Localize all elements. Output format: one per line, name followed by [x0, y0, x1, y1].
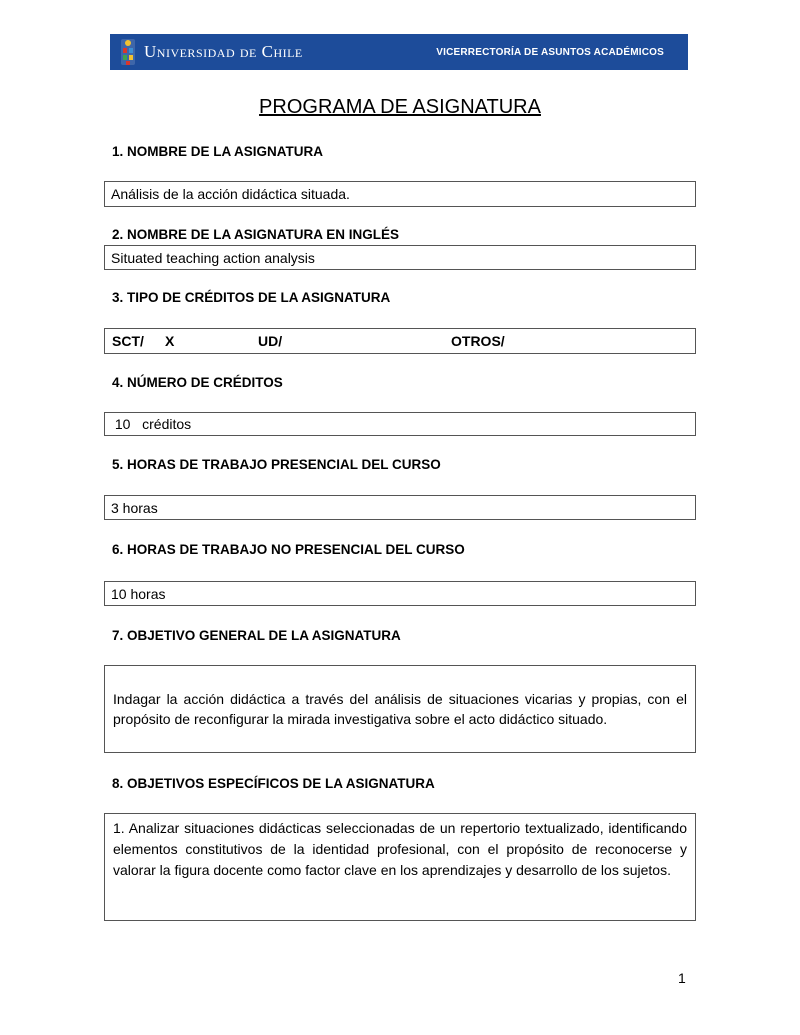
section-7-box [104, 665, 696, 753]
section-4-heading: 4. NÚMERO DE CRÉDITOS [112, 375, 283, 390]
section-5-box [104, 495, 696, 520]
section-2-heading: 2. NOMBRE DE LA ASIGNATURA EN INGLÉS [112, 227, 400, 242]
header-banner [110, 34, 688, 70]
ud-label: UD/ [258, 333, 283, 349]
in-person-hours: 3 horas [111, 499, 158, 516]
section-4-box [104, 412, 696, 436]
specific-objective-text: 1. Analizar situaciones didácticas seleccionadas de un repertorio textualizado, identificando elementos constitutivos de la identidad profesional, con el propósito de reconocerse y valorar la figura docente como factor clave en los aprendizajes y desarrollo de los sujetos. [113, 820, 687, 878]
office-name: VICERRECTORÍA DE ASUNTOS ACADÉMICOS [436, 46, 664, 58]
university-name: Universidad de Chile [144, 42, 303, 61]
section-1-box [104, 181, 696, 207]
section-3-heading: 3. TIPO DE CRÉDITOS DE LA ASIGNATURA [112, 290, 391, 305]
section-6-heading: 6. HORAS DE TRABAJO NO PRESENCIAL DEL CURSO [112, 542, 465, 557]
sct-label: SCT/ [112, 333, 144, 349]
section-8-box [104, 813, 696, 921]
section-5-heading: 5. HORAS DE TRABAJO PRESENCIAL DEL CURSO [112, 457, 441, 472]
sct-mark: X [165, 333, 175, 349]
otros-label: OTROS/ [451, 333, 505, 349]
credit-count: 10 créditos [111, 416, 192, 432]
remote-hours: 10 horas [111, 585, 166, 602]
section-2-box [104, 245, 696, 270]
course-name: Análisis de la acción didáctica situada. [111, 186, 350, 202]
crest-icon [118, 37, 138, 67]
page-title: PROGRAMA DE ASIGNATURA [259, 96, 541, 118]
course-name-english: Situated teaching action analysis [111, 249, 315, 266]
section-1-heading: 1. NOMBRE DE LA ASIGNATURA [112, 144, 324, 159]
section-7-heading: 7. OBJETIVO GENERAL DE LA ASIGNATURA [112, 628, 401, 643]
university-logo [118, 37, 303, 67]
credit-type-row [105, 329, 695, 353]
page-number: 1 [678, 970, 686, 986]
section-3-box [104, 328, 696, 354]
section-8-heading: 8. OBJETIVOS ESPECÍFICOS DE LA ASIGNATURA [112, 776, 435, 791]
section-6-box [104, 581, 696, 606]
general-objective-text: Indagar la acción didáctica a través del análisis de situaciones vicarias y propias, con el propósito de reconfigurar la mirada investigativa sobre el acto didáctico situado. [113, 691, 687, 727]
